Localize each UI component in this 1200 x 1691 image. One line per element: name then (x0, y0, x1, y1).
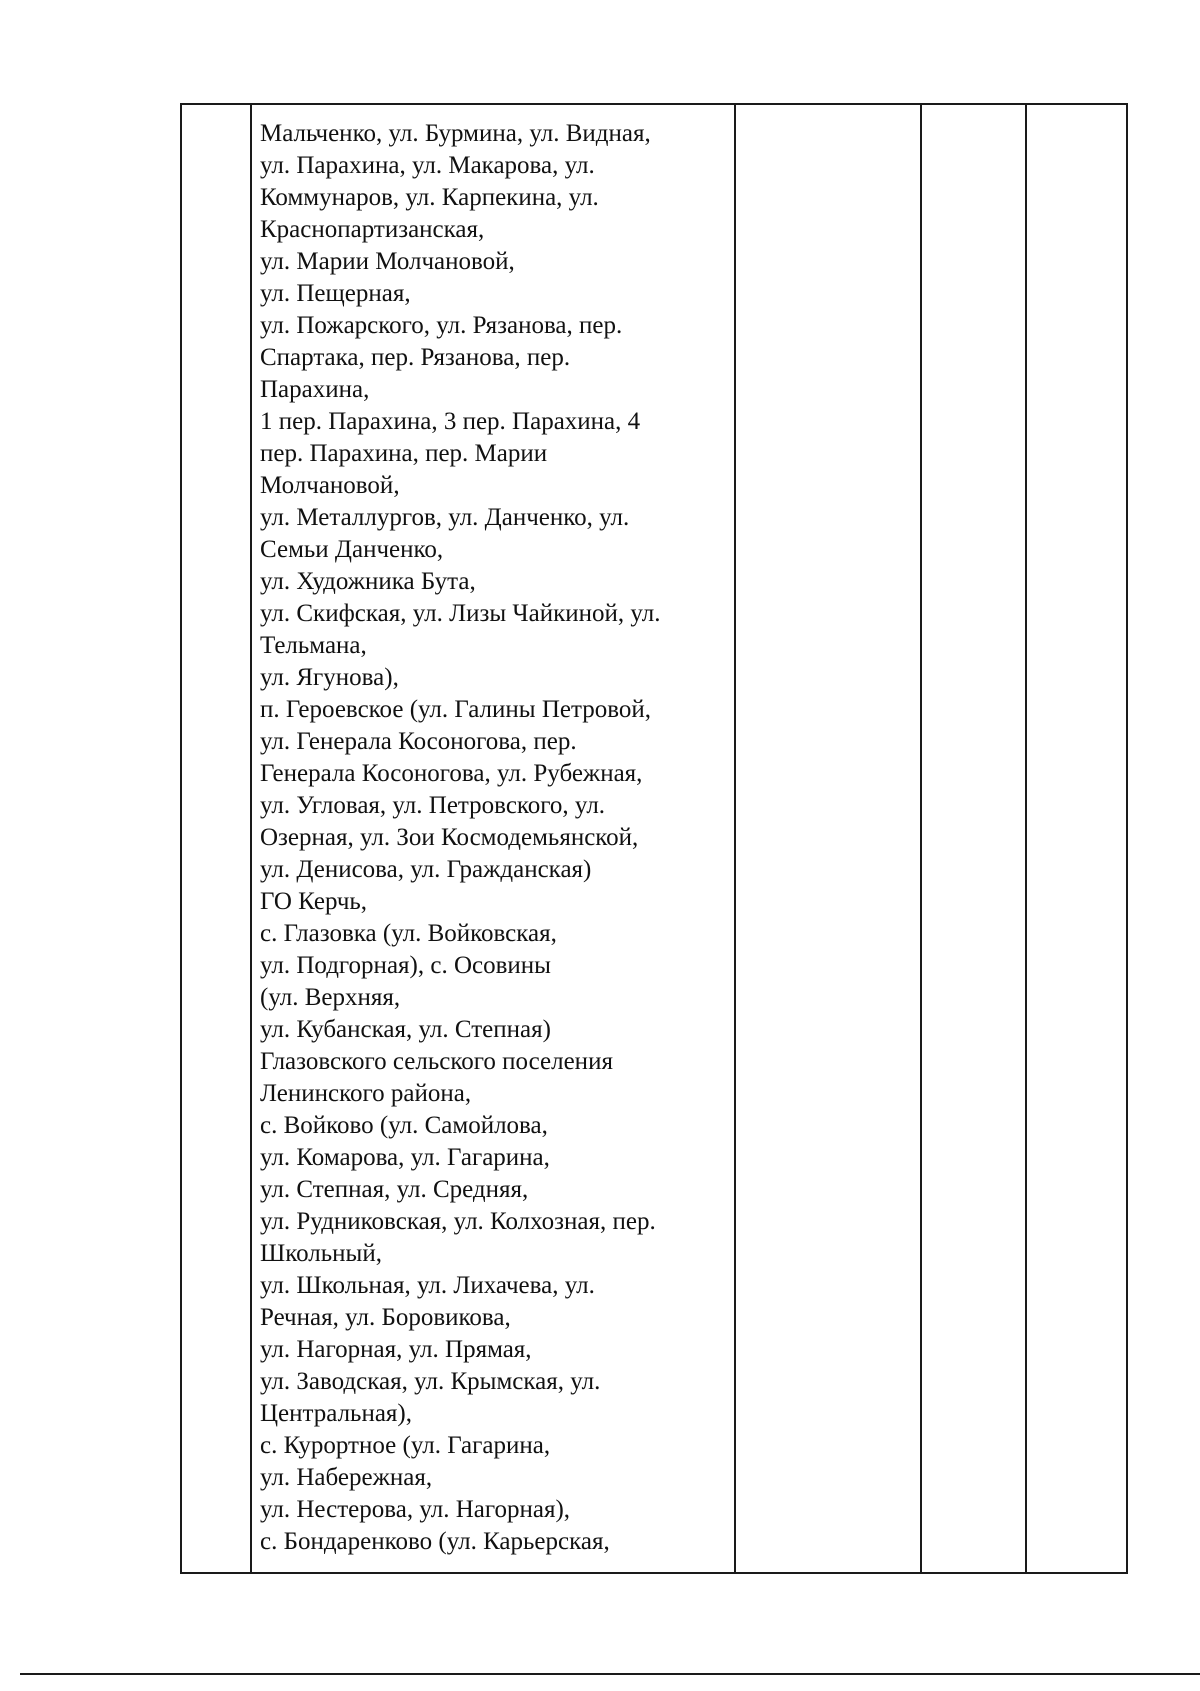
address-line: Школьный, (260, 1240, 382, 1267)
address-line: ул. Марии Молчановой, (260, 248, 515, 275)
address-line: ГО Керчь, (260, 888, 368, 915)
address-line: ул. Нестерова, ул. Нагорная), (260, 1496, 571, 1523)
address-line: ул. Генерала Косоногова, пер. (260, 728, 577, 755)
address-line: Центральная), (260, 1400, 413, 1427)
document-table (180, 103, 1128, 1574)
address-line: ул. Нагорная, ул. Прямая, (260, 1336, 532, 1363)
empty-cell (735, 104, 921, 1573)
address-line: Семьи Данченко, (260, 536, 444, 563)
address-line: Молчановой, (260, 472, 400, 499)
address-line: ул. Кубанская, ул. Степная) (260, 1016, 551, 1043)
address-line: п. Героевское (ул. Галины Петровой, (260, 696, 651, 723)
address-line: Генерала Косоногова, ул. Рубежная, (260, 760, 643, 787)
address-line: с. Глазовка (ул. Войковская, (260, 920, 557, 947)
address-line: ул. Парахина, ул. Макарова, ул. (260, 152, 595, 179)
empty-cell (1026, 104, 1127, 1573)
address-line: с. Войково (ул. Самойлова, (260, 1112, 548, 1139)
address-line: 1 пер. Парахина, 3 пер. Парахина, 4 (260, 408, 641, 435)
address-line: ул. Комарова, ул. Гагарина, (260, 1144, 550, 1171)
address-line: ул. Металлургов, ул. Данченко, ул. (260, 504, 630, 531)
address-line: ул. Ягунова), (260, 664, 399, 691)
address-line: с. Курортное (ул. Гагарина, (260, 1432, 551, 1459)
address-line: Озерная, ул. Зои Космодемьянской, (260, 824, 639, 851)
address-line: Парахина, (260, 376, 370, 403)
address-line: Спартака, пер. Рязанова, пер. (260, 344, 571, 371)
address-line: Тельмана, (260, 632, 367, 659)
address-line: Ленинского района, (260, 1080, 472, 1107)
address-line: ул. Денисова, ул. Гражданская) (260, 856, 592, 883)
address-line: ул. Школьная, ул. Лихачева, ул. (260, 1272, 595, 1299)
address-line: ул. Художника Бута, (260, 568, 476, 595)
address-line: Речная, ул. Боровикова, (260, 1304, 511, 1331)
address-cell (251, 104, 735, 1573)
number-cell (181, 104, 251, 1573)
address-line: Краснопартизанская, (260, 216, 485, 243)
address-line: ул. Угловая, ул. Петровского, ул. (260, 792, 606, 819)
bottom-rule (20, 1673, 1200, 1675)
address-line: ул. Набережная, (260, 1464, 433, 1491)
address-line: (ул. Верхняя, (260, 984, 401, 1011)
address-line: ул. Заводская, ул. Крымская, ул. (260, 1368, 601, 1395)
empty-cell (921, 104, 1026, 1573)
address-line: с. Бондаренково (ул. Карьерская, (260, 1528, 610, 1555)
table-row (181, 104, 1127, 1573)
address-line: ул. Пожарского, ул. Рязанова, пер. (260, 312, 623, 339)
address-line: Глазовского сельского поселения (260, 1048, 613, 1075)
address-line: ул. Скифская, ул. Лизы Чайкиной, ул. (260, 600, 661, 627)
address-line: Коммунаров, ул. Карпекина, ул. (260, 184, 599, 211)
address-line: ул. Степная, ул. Средняя, (260, 1176, 529, 1203)
address-line: пер. Парахина, пер. Марии (260, 440, 548, 467)
address-line: ул. Подгорная), с. Осовины (260, 952, 551, 979)
address-line: ул. Пещерная, (260, 280, 411, 307)
address-line: Мальченко, ул. Бурмина, ул. Видная, (260, 120, 651, 147)
address-line: ул. Рудниковская, ул. Колхозная, пер. (260, 1208, 656, 1235)
